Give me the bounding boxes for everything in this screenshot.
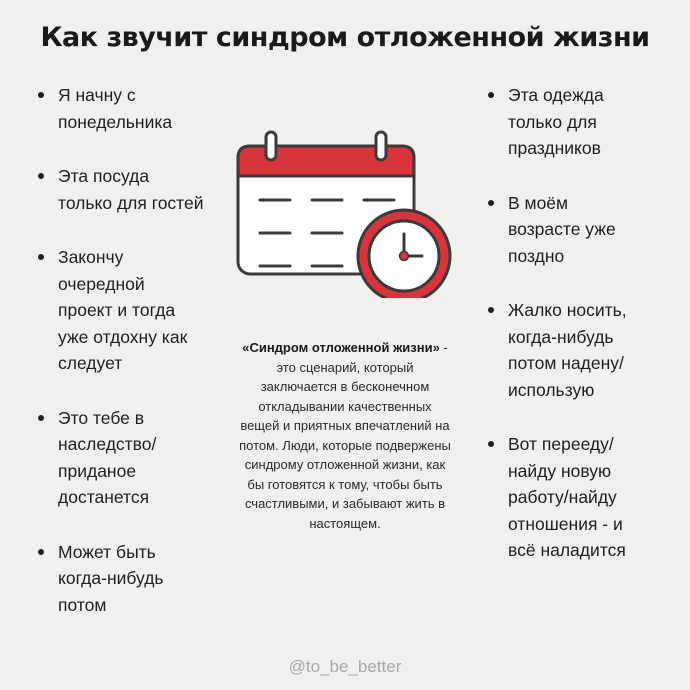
bullet-dot-icon: [38, 415, 44, 421]
list-item-text: Жалко носить, когда-нибудь потом надену/ использую: [508, 300, 627, 400]
description-term: «Синдром отложенной жизни»: [242, 340, 440, 355]
calendar-ring-right: [376, 132, 386, 160]
list-item: [484, 297, 674, 403]
calendar-ring-left: [266, 132, 276, 160]
calendar-header: [238, 146, 414, 176]
bullet-dot-icon: [488, 307, 494, 313]
bullet-dot-icon: [38, 254, 44, 260]
bullet-dot-icon: [38, 92, 44, 98]
bullet-dot-icon: [38, 549, 44, 555]
list-item-text: Может быть когда-нибудь потом: [58, 541, 164, 615]
description-text: - это сценарий, который заключается в бесконечном откладывании качественных вещей и приятных впечатлений на потом. Люди, которые подвержены синдрому отложенной жизни, как бы готовятся к тому, чтобы быть счастливыми, и забывают жить в настоящем.: [239, 340, 451, 531]
list-item-text: Эта посуда только для гостей: [58, 166, 204, 213]
list-item-text: Я начну с понедельника: [58, 85, 173, 132]
list-item: [34, 82, 234, 135]
author-handle: @to_be_better: [288, 657, 402, 676]
bullet-dot-icon: [38, 173, 44, 179]
right-column: [484, 82, 674, 564]
clock-center: [400, 252, 409, 261]
list-item: [34, 163, 234, 216]
list-item-text: Это тебе в наследство/ приданое достанется: [58, 407, 157, 507]
left-column: [34, 82, 234, 618]
list-item-text: Эта одежда только для праздников: [508, 85, 604, 158]
list-item-text: Вот перееду/ найду новую работу/найду отношения - и всё наладится: [508, 434, 626, 560]
list-item: [484, 431, 674, 564]
list-item: [34, 539, 234, 619]
list-item: [484, 82, 674, 162]
list-item: [34, 405, 234, 511]
list-item: [484, 190, 674, 270]
bullet-dot-icon: [488, 200, 494, 206]
page-title: Как звучит синдром отложенной жизни: [40, 22, 650, 53]
calendar-clock-icon-svg: [232, 128, 456, 298]
calendar-clock-icon: [232, 128, 456, 298]
list-item: [34, 244, 234, 377]
bullet-dot-icon: [488, 92, 494, 98]
list-item-text: В моём возрасте уже поздно: [508, 192, 616, 266]
list-item-text: Закончу очередной проект и тогда уже отдохну как следует: [58, 247, 188, 373]
description: [238, 338, 452, 533]
bullet-dot-icon: [488, 441, 494, 447]
